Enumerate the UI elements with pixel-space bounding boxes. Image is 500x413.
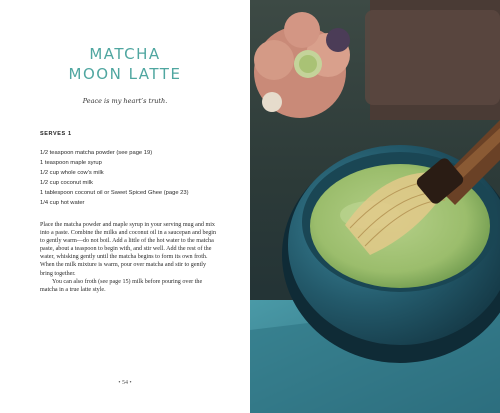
recipe-title-line-2: MOON LATTE — [68, 65, 182, 83]
matcha-latte-photo — [250, 0, 500, 413]
ingredient-item: 1/2 teaspoon matcha powder (see page 19) — [40, 150, 153, 156]
recipe-title-line-1: MATCHA — [89, 45, 161, 63]
method-paragraph: Place the matcha powder and maple syrup in your serving mug and mix into a paste. Combine the milks and coconut oil in a saucepan and begin to gently warm—do not boil. Add a little of the hot water to the matcha paste, about a teaspoon to begin with, and stir well. Add the rest of the water, whisking gently until the matcha begins to form its own froth. When the milk mixture is warm, pour over matcha and stir to gently bring together. — [40, 222, 216, 277]
serves-label: SERVES 1 — [40, 131, 72, 137]
method-paragraph: You can also froth (see page 15) milk before pouring over the matcha in a true latte style. — [40, 278, 203, 293]
ingredient-item: 1 teaspoon maple syrup — [40, 160, 102, 166]
ingredient-item: 1/2 cup coconut milk — [40, 180, 93, 186]
photo-illustration — [250, 0, 500, 413]
method-text — [40, 221, 218, 294]
ingredient-item: 1 tablespoon coconut oil or Sweet Spiced Ghee (page 23) — [40, 190, 189, 196]
page-number: • 54 • — [118, 380, 132, 386]
epigraph: Peace is my heart’s truth. — [82, 97, 168, 105]
ingredient-list — [40, 148, 189, 208]
ingredient-item: 1/4 cup hot water — [40, 200, 85, 206]
ingredient-item: 1/2 cup whole cow’s milk — [40, 170, 104, 176]
